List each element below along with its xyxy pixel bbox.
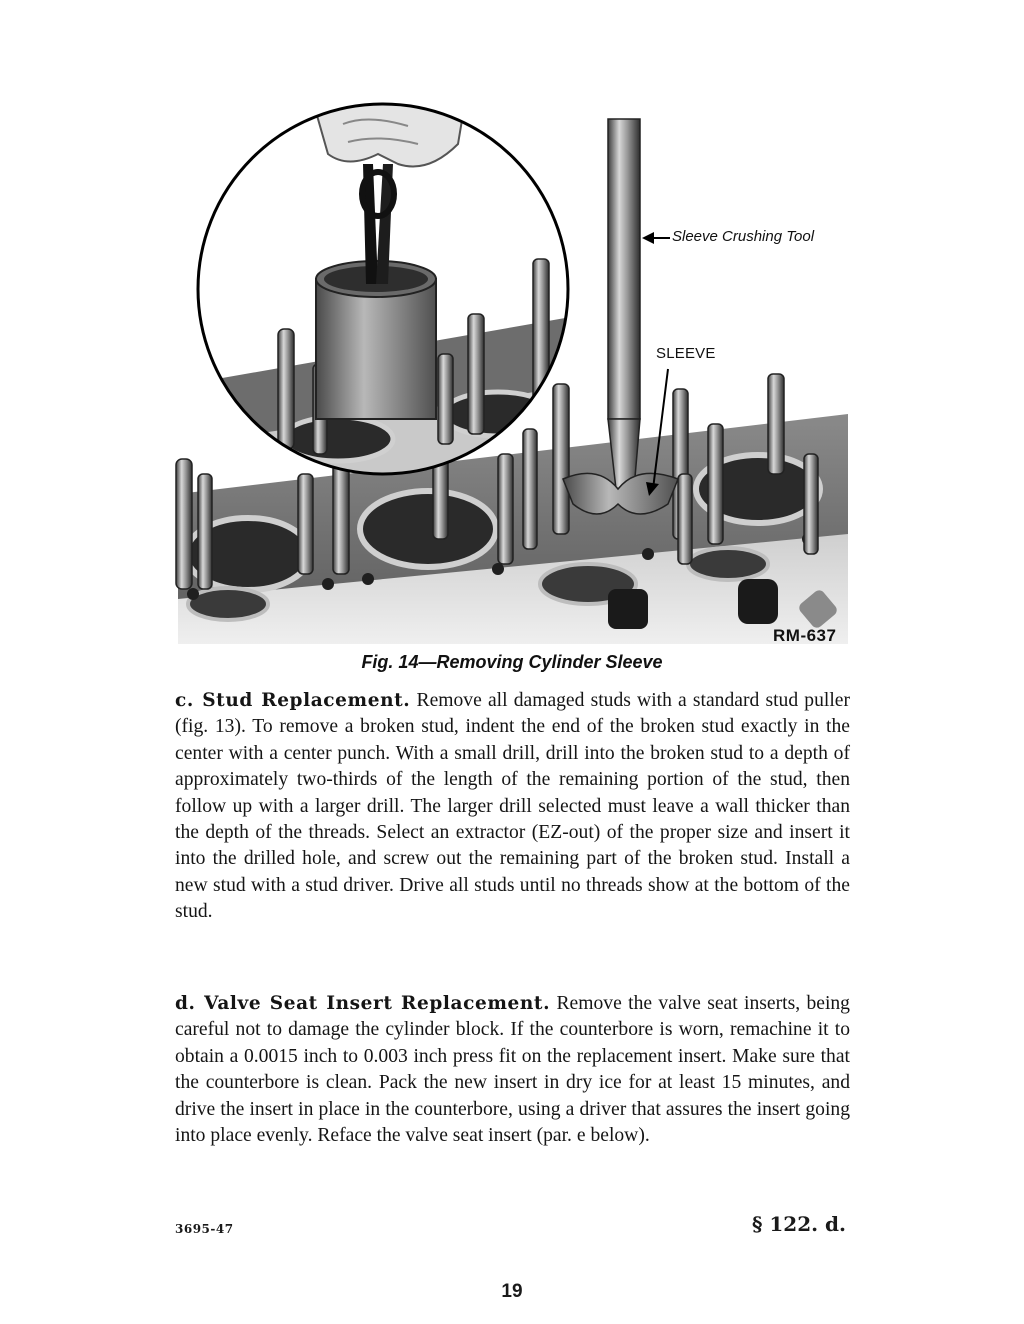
page-number: 19	[501, 1281, 523, 1302]
document-code: 3695-47	[175, 1222, 234, 1236]
paragraph-stud-replacement	[175, 688, 850, 926]
section-body-d: Remove the valve seat inserts, being careful not to damage the cylinder block. If the counterbore is worn, remachine it to obtain a 0.0015 inch to 0.003 inch press fit on the replacement insert. Make sure that the counterbore is clean. Pack the new insert in dry ice for at least 15 minutes, and drive the insert in place in the counterbore, using a driver that assures the insert going into place evenly. Reface the valve seat insert (par. e below).	[175, 993, 850, 1147]
figure-caption: Fig. 14—Removing Cylinder Sleeve	[361, 652, 663, 672]
section-heading-c: c. Stud Replacement.	[175, 690, 411, 711]
figure-code: RM-637	[773, 626, 837, 645]
figure-removing-cylinder-sleeve	[168, 84, 848, 644]
sleeve-label: SLEEVE	[656, 345, 716, 362]
paragraph-valve-seat-insert-replacement	[175, 991, 850, 1149]
section-reference: § 122. d.	[751, 1212, 846, 1236]
section-heading-d: d. Valve Seat Insert Replacement.	[175, 993, 551, 1014]
sleeve-crushing-tool-label: Sleeve Crushing Tool	[672, 228, 815, 245]
cylinder-block-illustration	[168, 84, 848, 644]
section-body-c: Remove all damaged studs with a standard stud puller (fig. 13). To remove a broken stud, indent the end of the broken stud exactly in the center with a center punch. With a small drill, drill into the broken stud to a depth of approximately two-thirds of the length of the remaining portion of the stud, then follow up with a larger drill. The larger drill selected must leave a wall thicker than the depth of the threads. Select an extractor (EZ-out) of the proper size and insert it into the drilled hole, and screw out the remaining part of the broken stud. Install a new stud with a stud driver. Drive all studs until no threads show at the bottom of the stud.	[175, 690, 850, 923]
